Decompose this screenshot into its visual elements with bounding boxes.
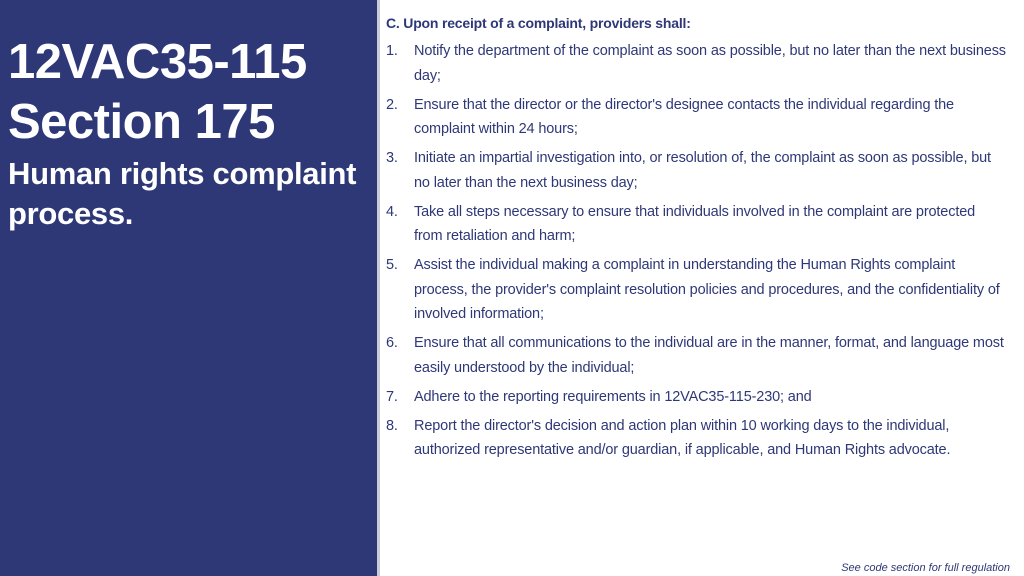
- list-item-number: 2.: [386, 96, 398, 113]
- list-item: [386, 93, 1006, 142]
- list-item-text: Take all steps necessary to ensure that individuals involved in the complaint are protected from retaliation and harm;: [414, 203, 976, 244]
- list-item: [386, 253, 1006, 327]
- section-subtitle: Human rights complaint process.: [8, 156, 357, 231]
- footer-note: See code section for full regulation: [841, 562, 1010, 574]
- list-item: [386, 414, 1006, 463]
- list-item-text: Ensure that all communications to the individual are in the manner, format, and language most easily understood by the individual;: [414, 335, 1004, 376]
- section-number: Section 175: [8, 95, 275, 149]
- regulation-code: 12VAC35-115: [8, 35, 307, 89]
- list-item-number: 5.: [386, 257, 398, 273]
- list-item-number: 6.: [386, 335, 398, 351]
- panel-divider: [377, 0, 380, 576]
- list-item-text: Notify the department of the complaint as soon as possible, but no later than the next business day;: [414, 43, 1006, 84]
- list-item-text: Adhere to the reporting requirements in 12VAC35-115-230; and: [414, 388, 812, 405]
- list-item: [386, 146, 1006, 195]
- list-item: [386, 200, 1006, 249]
- title-panel: [0, 0, 377, 576]
- content-area: [386, 13, 1006, 467]
- list-item-text: Report the director's decision and action plan within 10 working days to the individual, authorized representative and/or guardian, if applicable, and Human Rights advocate.: [414, 417, 951, 458]
- requirements-list: [386, 39, 1006, 463]
- list-item-number: 7.: [386, 388, 398, 405]
- content-heading: C. Upon receipt of a complaint, providers shall:: [386, 15, 691, 31]
- list-item-text: Ensure that the director or the director's designee contacts the individual regarding the complaint within 24 hours;: [414, 96, 954, 137]
- list-item: [386, 331, 1006, 380]
- list-item-text: Assist the individual making a complaint in understanding the Human Rights complaint process, the provider's complaint resolution policies and procedures, and the confidentiality of involved information;: [414, 257, 1000, 322]
- list-item: [386, 39, 1006, 88]
- list-item-number: 8.: [386, 417, 398, 434]
- list-item-number: 4.: [386, 203, 398, 220]
- list-item-number: 3.: [386, 150, 398, 166]
- list-item-text: Initiate an impartial investigation into, or resolution of, the complaint as soon as possible, but no later than the next business day;: [414, 150, 991, 191]
- list-item: [386, 385, 1006, 410]
- list-item-number: 1.: [386, 43, 398, 59]
- title-block: [8, 32, 368, 234]
